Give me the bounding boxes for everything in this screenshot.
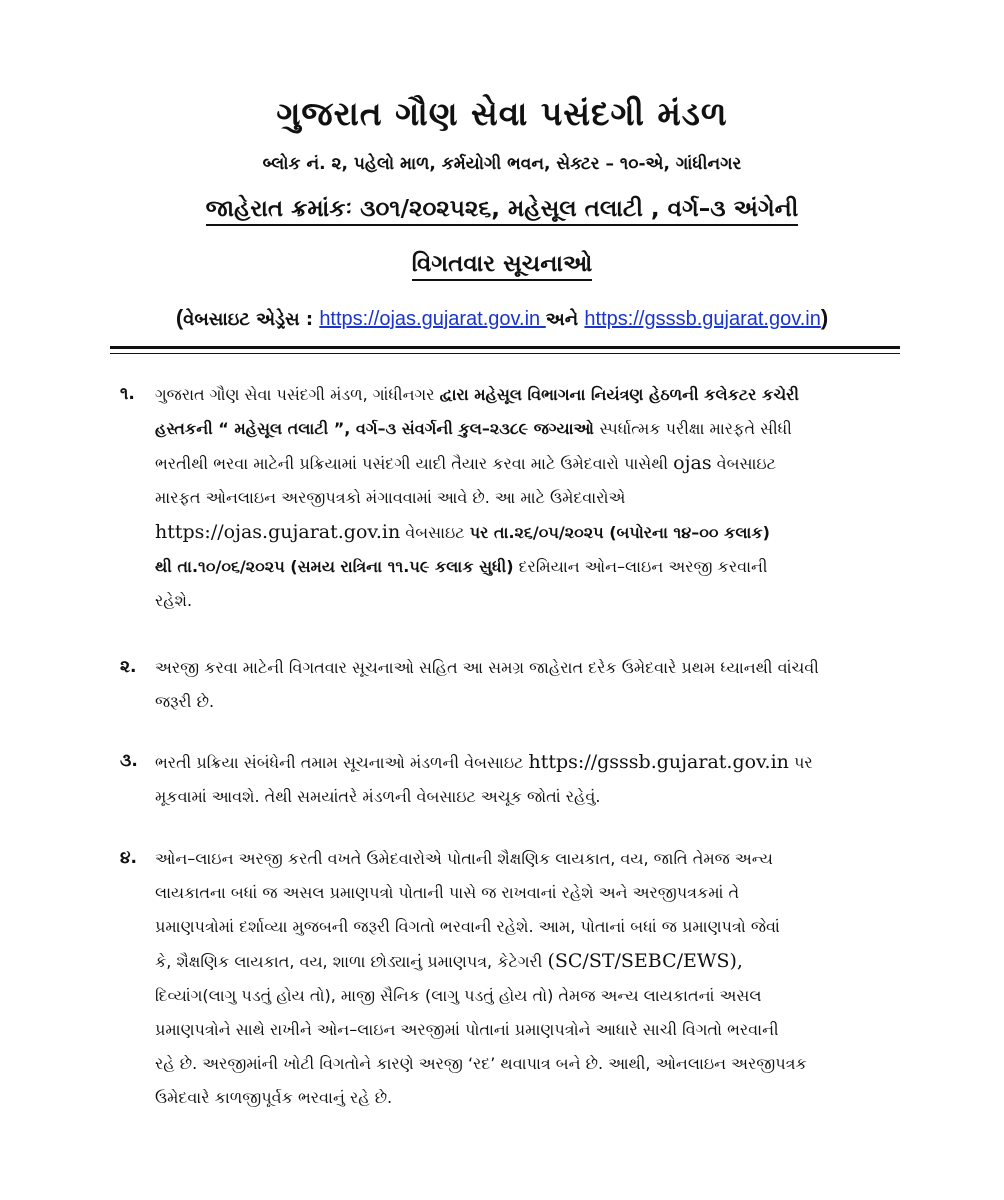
text-line: ઉમેદવારે કાળજીપૂર્વક ભરવાનું રહે છે. <box>155 1088 393 1107</box>
ojas-link[interactable]: https://ojas.gujarat.gov.in <box>319 308 546 330</box>
instruction-item-1 <box>110 378 915 618</box>
text-line: પ્રમાણપત્રોમાં દર્શાવ્યા મુજબની જરૂરી વિગતો ભરવાની રહેશે. આમ, પોતાનાં બધાં જ પ્રમાણપત્રો જેવાં <box>155 917 780 936</box>
text-line: રહે છે. અરજીમાંની ખોટી વિગતોને કારણે અરજી ‘રદ’ થવાપાત્ર બને છે. આથી, ઓનલાઇન અરજીપત્રક <box>155 1054 807 1073</box>
bold-span: થી તા.૧૦/૦૬/૨૦૨૫ (સમય રાત્રિના ૧૧.૫૯ કલાક સુધી) <box>155 557 514 576</box>
item-text <box>155 745 915 814</box>
text-span: દરમિયાન ઓન–લાઇન અરજી કરવાની <box>513 557 768 576</box>
notice-subtitle <box>0 251 1004 277</box>
header-divider-thick <box>110 346 900 349</box>
notice-subtitle-text: વિગતવાર સૂચનાઓ <box>412 251 592 281</box>
text-line <box>155 378 915 412</box>
text-line <box>155 446 915 481</box>
instruction-item-2 <box>110 651 915 719</box>
office-address: બ્લોક નં. ૨, પહેલો માળ, કર્મયોગી ભવન, સેક્ટર – ૧૦-એ, ગાંધીનગર <box>262 154 742 174</box>
bold-span: હસ્તકની “ મહેસૂલ તલાટી ”, વર્ગ–૩ સંવર્ગની કુલ–૨૩૮૯ જગ્યાઓ <box>155 419 600 438</box>
text-span: વેબસાઇટ <box>400 523 470 542</box>
text-line: મૂકવામાં આવશે. તેથી સમયાંતરે મંડળની વેબસાઇટ અચૂક જોતાં રહેવું. <box>155 787 601 806</box>
item-number: ૧. <box>120 384 135 404</box>
close-paren: ) <box>820 305 829 330</box>
item-number: ૪. <box>120 848 137 868</box>
text-line <box>155 412 915 446</box>
text-span: કે, શૈક્ષણિક લાયકાત, વય, શાળા છોડ્યાનું પ્રમાણપત્ર, કેટેગરી <box>155 952 548 971</box>
bold-span: પર તા.૨૬/૦૫/૨૦૨૫ (બપોરના ૧૪–૦૦ કલાક) <box>469 523 770 542</box>
text-line <box>155 944 915 979</box>
website-address-line <box>0 305 1004 331</box>
notice-heading-text: જાહેરાત ક્રમાંકઃ ૩૦૧/૨૦૨૫૨૬, મહેસૂલ તલાટી , વર્ગ–૩ અંગેની <box>206 196 799 226</box>
and-connector: અને <box>545 309 585 330</box>
text-span: વેબસાઇટ <box>711 454 776 473</box>
open-paren: ( <box>175 305 184 330</box>
bold-span: દ્વારા મહેસૂલ વિભાગના નિયંત્રણ હેઠળની કલેકટર કચેરી <box>439 385 799 404</box>
latin-span: https://gsssb.gujarat.gov.in <box>528 751 789 773</box>
website-label: વેબસાઇટ એડ્રેસ : <box>183 309 320 330</box>
item-text <box>155 651 915 719</box>
text-span: ગુજરાત ગૌણ સેવા પસંદગી મંડળ, ગાંધીનગર <box>155 385 440 404</box>
item-text <box>155 842 915 1115</box>
text-line: જરૂરી છે. <box>155 692 215 711</box>
text-span: સ્પર્ધાત્મક પરીક્ષા મારફતે સીધી <box>599 419 792 438</box>
item-number: ૩. <box>120 751 138 771</box>
latin-span: (SC/ST/SEBC/EWS), <box>547 950 743 972</box>
instruction-item-4 <box>110 842 915 1115</box>
text-line: લાયકાતના બધાં જ અસલ પ્રમાણપત્રો પોતાની પાસે જ રાખવાનાં રહેશે અને અરજીપત્રકમાં તે <box>155 883 740 902</box>
text-line: મારફત ઓનલાઇન અરજીપત્રકો મંગાવવામાં આવે છે. આ માટે ઉમેદવારોએ <box>155 488 626 507</box>
text-span: ભરતીથી ભરવા માટેની પ્રક્રિયામાં પસંદગી યાદી તૈયાર કરવા માટે ઉમેદવારો પાસેથી <box>155 454 674 473</box>
text-span: પર <box>788 753 813 772</box>
latin-span: https://ojas.gujarat.gov.in <box>155 521 401 543</box>
text-line: રહેશે. <box>155 591 193 610</box>
text-line: પ્રમાણપત્રોને સાથે રાખીને ઓન–લાઇન અરજીમાં પોતાનાં પ્રમાણપત્રોને આધારે સાચી વિગતો ભરવાની <box>155 1020 779 1039</box>
instruction-item-3 <box>110 745 915 814</box>
header-divider-thin <box>110 353 900 354</box>
item-text <box>155 378 915 618</box>
item-number: ૨. <box>120 657 137 677</box>
text-line <box>155 515 915 550</box>
page-title: ગુજરાત ગૌણ સેવા પસંદગી મંડળ <box>276 94 728 133</box>
text-line: અરજી કરવા માટેની વિગતવાર સૂચનાઓ સહિત આ સમગ્ર જાહેરાત દરેક ઉમેદવારે પ્રથમ ધ્યાનથી વાંચવી <box>155 658 819 677</box>
gsssb-link[interactable]: https://gsssb.gujarat.gov.in <box>584 308 821 330</box>
text-line: દિવ્યાંગ(લાગુ પડતું હોય તો), માજી સૈનિક (લાગુ પડતું હોય તો) તેમજ અન્ય લાયકાતનાં અસલ <box>155 986 762 1005</box>
text-line: ઓન–લાઇન અરજી કરતી વખતે ઉમેદવારોએ પોતાની શૈક્ષણિક લાયકાત, વય, જાતિ તેમજ અન્ય <box>155 849 773 868</box>
text-line <box>155 550 915 584</box>
text-span: ભરતી પ્રક્રિયા સંબંધેની તમામ સૂચનાઓ મંડળની વેબસાઇટ <box>155 753 529 772</box>
latin-span: ojas <box>673 452 712 474</box>
text-line <box>155 745 915 780</box>
notice-heading <box>0 196 1004 222</box>
